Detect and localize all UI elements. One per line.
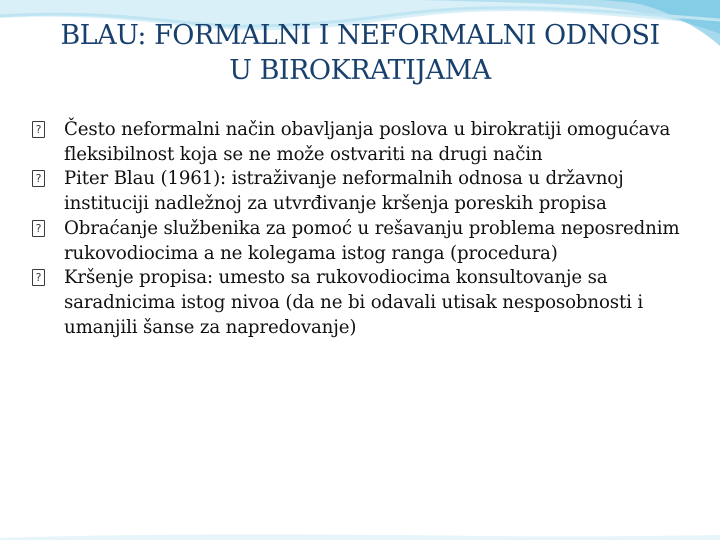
missing-glyph-box-icon: ?: [32, 269, 45, 286]
bullet-item: [32, 167, 692, 216]
title-line-1: BLAU: FORMALNI I NEFORMALNI ODNOSI: [60, 20, 660, 51]
missing-glyph-box-icon: ?: [32, 121, 45, 138]
bullet-list: [32, 118, 692, 340]
bullet-item: [32, 118, 692, 167]
bullet-text: Često neformalni način obavljanja poslova u birokratiji omogućava fleksibilnost koja se ne može ostvariti na drugi način: [64, 119, 671, 165]
title-line-2: U BIROKRATIJAMA: [229, 55, 491, 86]
wave-bottom-shadow: [0, 534, 720, 540]
page-title: [20, 18, 700, 88]
bullet-text: Piter Blau (1961): istraživanje neformalnih odnosa u državnoj instituciji nadležnoj za utvrđivanje kršenja poreskih propisa: [64, 168, 624, 215]
bullet-text: Kršenje propisa: umesto sa rukovodiocima konsultovanje sa saradnicima istog nivoa (da ne bi odavali utisak nesposobnosti i umanjili šanse za napredovanje): [64, 267, 644, 338]
missing-glyph-box-icon: ?: [32, 170, 45, 187]
bullet-text: Obraćanje službenika za pomoć u rešavanju problema neposrednim rukovodiocima a ne kolegama istog ranga (procedura): [64, 217, 680, 264]
bullet-item: [32, 266, 692, 340]
bullet-item: [32, 217, 692, 266]
missing-glyph-box-icon: ?: [32, 220, 45, 237]
